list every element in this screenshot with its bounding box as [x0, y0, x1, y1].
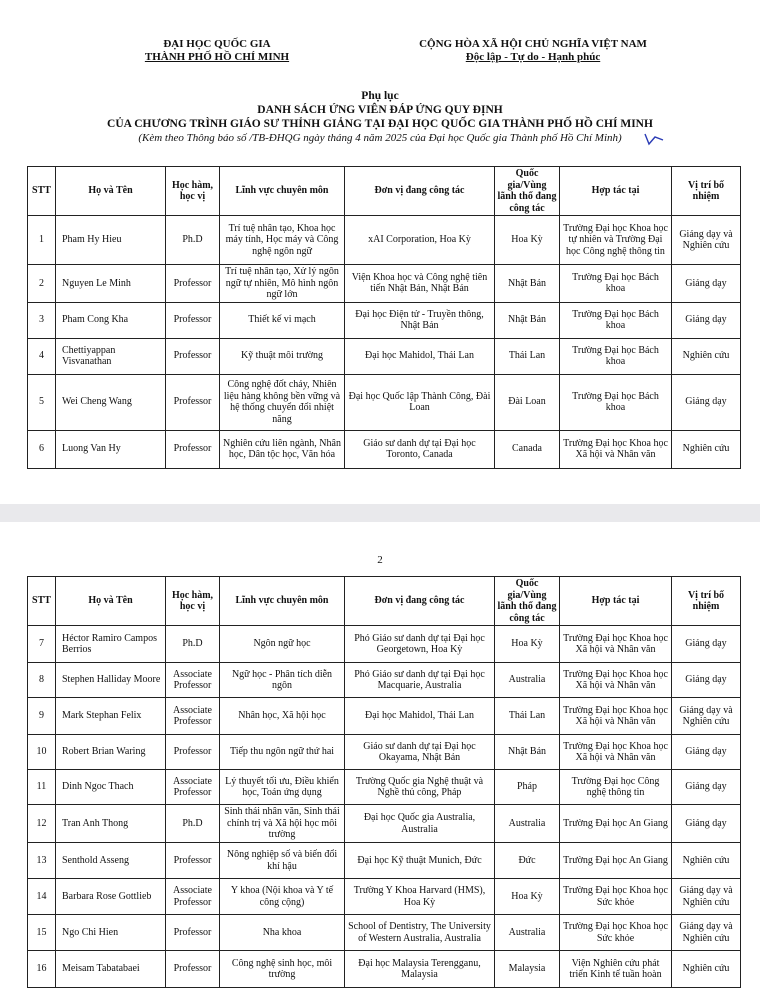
cell-stt: 16: [28, 951, 56, 988]
cell-stt: 14: [28, 879, 56, 915]
cell-title: Associate Professor: [166, 698, 220, 735]
document-page-2: [0, 522, 760, 997]
cell-name: Ngo Chi Hien: [56, 915, 166, 951]
national-header: [388, 38, 678, 64]
cell-field: Trí tuệ nhân tạo, Khoa học máy tính, Học máy và Công nghệ ngôn ngữ: [220, 216, 345, 265]
cell-partner: Trường Đại học Bách khoa: [560, 265, 672, 303]
cell-role: Giảng dạy: [672, 770, 741, 805]
ink-mark-icon: [643, 132, 665, 146]
cell-stt: 9: [28, 698, 56, 735]
cell-name: Pham Hy Hieu: [56, 216, 166, 265]
cell-affiliation: Đại học Kỹ thuật Munich, Đức: [345, 843, 495, 879]
table-row: [28, 265, 741, 303]
cell-name: Chettiyappan Visvanathan: [56, 338, 166, 374]
cell-field: Tiếp thu ngôn ngữ thứ hai: [220, 735, 345, 770]
cell-partner: Trường Đại học Khoa học Xã hội và Nhân văn: [560, 430, 672, 468]
cell-role: Giảng dạy: [672, 735, 741, 770]
cell-field: Công nghệ đốt cháy, Nhiên liệu hàng không bền vững và hệ thống chuyển đổi nhiệt năng: [220, 374, 345, 430]
cell-country: Hoa Kỳ: [495, 626, 560, 663]
cell-affiliation: Phó Giáo sư danh dự tại Đại học Macquarie, Australia: [345, 663, 495, 698]
cell-title: Professor: [166, 430, 220, 468]
cell-partner: Trường Đại học Khoa học Xã hội và Nhân văn: [560, 735, 672, 770]
table-row: [28, 951, 741, 988]
table-header: [28, 167, 741, 216]
cell-stt: 4: [28, 338, 56, 374]
issuer-header: [112, 38, 322, 64]
cell-country: Nhật Bản: [495, 735, 560, 770]
table-row: [28, 216, 741, 265]
cell-title: Professor: [166, 951, 220, 988]
cell-affiliation: Trường Quốc gia Nghệ thuật và Nghề thủ công, Pháp: [345, 770, 495, 805]
cell-affiliation: Đại học Mahidol, Thái Lan: [345, 338, 495, 374]
cell-partner: Trường Đại học Bách khoa: [560, 374, 672, 430]
table-row: [28, 735, 741, 770]
cell-affiliation: Viện Khoa học và Công nghệ tiên tiến Nhật Bản, Nhật Bản: [345, 265, 495, 303]
cell-field: Thiết kế vi mạch: [220, 302, 345, 338]
document-title-1: DANH SÁCH ỨNG VIÊN ĐÁP ỨNG QUY ĐỊNH: [257, 104, 503, 116]
cell-field: Ngôn ngữ học: [220, 626, 345, 663]
cell-country: Hoa Kỳ: [495, 216, 560, 265]
document-titles: [40, 89, 720, 145]
cell-name: Stephen Halliday Moore: [56, 663, 166, 698]
cell-stt: 7: [28, 626, 56, 663]
cell-affiliation: Giáo sư danh dự tại Đại học Okayama, Nhật Bản: [345, 735, 495, 770]
cell-stt: 2: [28, 265, 56, 303]
table-row: [28, 915, 741, 951]
table-row: [28, 338, 741, 374]
cell-partner: Trường Đại học An Giang: [560, 805, 672, 843]
table-row: [28, 770, 741, 805]
cell-affiliation: Đại học Quốc gia Australia, Australia: [345, 805, 495, 843]
cell-partner: Viện Nghiên cứu phát triển Kinh tế tuần hoàn: [560, 951, 672, 988]
cell-field: Nhân học, Xã hội học: [220, 698, 345, 735]
cell-field: Nha khoa: [220, 915, 345, 951]
cell-field: Trí tuệ nhân tạo, Xử lý ngôn ngữ tự nhiên, Mô hình ngôn ngữ lớn: [220, 265, 345, 303]
cell-country: Canada: [495, 430, 560, 468]
cell-partner: Trường Đại học An Giang: [560, 843, 672, 879]
candidate-table-page-2: [27, 576, 741, 988]
table-row: [28, 626, 741, 663]
cell-role: Giảng dạy: [672, 265, 741, 303]
cell-name: Robert Brian Waring: [56, 735, 166, 770]
cell-role: Nghiên cứu: [672, 951, 741, 988]
cell-title: Professor: [166, 338, 220, 374]
cell-role: Nghiên cứu: [672, 430, 741, 468]
column-header: Lĩnh vực chuyên môn: [220, 577, 345, 626]
cell-title: Professor: [166, 302, 220, 338]
cell-field: Nghiên cứu liên ngành, Nhân học, Dân tộc học, Văn hóa: [220, 430, 345, 468]
cell-role: Giảng dạy: [672, 805, 741, 843]
cell-title: Professor: [166, 843, 220, 879]
table-row: [28, 843, 741, 879]
cell-country: Australia: [495, 805, 560, 843]
cell-affiliation: Phó Giáo sư danh dự tại Đại học Georgetown, Hoa Kỳ: [345, 626, 495, 663]
cell-title: Ph.D: [166, 805, 220, 843]
column-header: Quốc gia/Vùng lãnh thổ đang công tác: [495, 577, 560, 626]
cell-stt: 1: [28, 216, 56, 265]
cell-title: Ph.D: [166, 216, 220, 265]
column-header: STT: [28, 167, 56, 216]
cell-country: Pháp: [495, 770, 560, 805]
cell-title: Ph.D: [166, 626, 220, 663]
cell-title: Professor: [166, 735, 220, 770]
table-row: [28, 430, 741, 468]
cell-stt: 5: [28, 374, 56, 430]
column-header: Họ và Tên: [56, 577, 166, 626]
table-row: [28, 805, 741, 843]
cell-title: Professor: [166, 265, 220, 303]
column-header: Học hàm, học vị: [166, 167, 220, 216]
cell-title: Associate Professor: [166, 663, 220, 698]
cell-name: Luong Van Hy: [56, 430, 166, 468]
cell-name: Meisam Tabatabaei: [56, 951, 166, 988]
appendix-label: Phụ lục: [361, 90, 399, 102]
cell-affiliation: Đại học Quốc lập Thành Công, Đài Loan: [345, 374, 495, 430]
table-header: [28, 577, 741, 626]
table-row: [28, 374, 741, 430]
cell-stt: 12: [28, 805, 56, 843]
cell-name: Pham Cong Kha: [56, 302, 166, 338]
table-row: [28, 879, 741, 915]
cell-role: Nghiên cứu: [672, 338, 741, 374]
cell-title: Professor: [166, 374, 220, 430]
cell-country: Australia: [495, 663, 560, 698]
cell-affiliation: Giáo sư danh dự tại Đại học Toronto, Canada: [345, 430, 495, 468]
table-row: [28, 302, 741, 338]
cell-affiliation: Đại học Mahidol, Thái Lan: [345, 698, 495, 735]
cell-affiliation: Trường Y Khoa Harvard (HMS), Hoa Kỳ: [345, 879, 495, 915]
column-header: Vị trí bố nhiệm: [672, 167, 741, 216]
cell-role: Giảng dạy và Nghiên cứu: [672, 879, 741, 915]
cell-role: Giảng dạy: [672, 663, 741, 698]
cell-partner: Trường Đại học Khoa học Xã hội và Nhân văn: [560, 698, 672, 735]
national-motto: Độc lập - Tự do - Hạnh phúc: [465, 51, 601, 63]
cell-partner: Trường Đại học Khoa học Sức khỏe: [560, 915, 672, 951]
column-header: Vị trí bố nhiệm: [672, 577, 741, 626]
cell-field: Lý thuyết tối ưu, Điều khiển học, Toán ứng dụng: [220, 770, 345, 805]
cell-name: Senthold Asseng: [56, 843, 166, 879]
cell-country: Australia: [495, 915, 560, 951]
cell-field: Công nghệ sinh học, môi trường: [220, 951, 345, 988]
cell-country: Nhật Bản: [495, 302, 560, 338]
cell-partner: Trường Đại học Khoa học tự nhiên và Trường Đại học Công nghệ thông tin: [560, 216, 672, 265]
cell-title: Associate Professor: [166, 879, 220, 915]
cell-name: Wei Cheng Wang: [56, 374, 166, 430]
candidate-table-page-1: [27, 166, 741, 469]
cell-name: Mark Stephan Felix: [56, 698, 166, 735]
column-header: Đơn vị đang công tác: [345, 167, 495, 216]
cell-affiliation: Đại học Điện tử - Truyền thông, Nhật Bản: [345, 302, 495, 338]
cell-role: Giảng dạy và Nghiên cứu: [672, 698, 741, 735]
issuer-line-1: ĐẠI HỌC QUỐC GIA: [163, 38, 271, 50]
column-header: Đơn vị đang công tác: [345, 577, 495, 626]
cell-partner: Trường Đại học Khoa học Xã hội và Nhân văn: [560, 663, 672, 698]
cell-affiliation: Đại học Malaysia Terengganu, Malaysia: [345, 951, 495, 988]
column-header: Lĩnh vực chuyên môn: [220, 167, 345, 216]
cell-stt: 10: [28, 735, 56, 770]
cell-field: Kỹ thuật môi trường: [220, 338, 345, 374]
document-title-2: CỦA CHƯƠNG TRÌNH GIÁO SƯ THỈNH GIẢNG TẠI ĐẠI HỌC QUỐC GIA THÀNH PHỐ HỒ CHÍ MINH: [107, 118, 653, 130]
column-header: Học hàm, học vị: [166, 577, 220, 626]
cell-name: Héctor Ramiro Campos Berrios: [56, 626, 166, 663]
cell-country: Thái Lan: [495, 698, 560, 735]
cell-country: Đài Loan: [495, 374, 560, 430]
cell-stt: 15: [28, 915, 56, 951]
cell-role: Nghiên cứu: [672, 843, 741, 879]
cell-role: Giảng dạy và Nghiên cứu: [672, 915, 741, 951]
cell-stt: 6: [28, 430, 56, 468]
column-header: Họ và Tên: [56, 167, 166, 216]
cell-field: Nông nghiệp số và biến đổi khí hậu: [220, 843, 345, 879]
cell-name: Dinh Ngoc Thach: [56, 770, 166, 805]
table-row: [28, 663, 741, 698]
cell-role: Giảng dạy và Nghiên cứu: [672, 216, 741, 265]
cell-role: Giảng dạy: [672, 374, 741, 430]
column-header: STT: [28, 577, 56, 626]
column-header: Hợp tác tại: [560, 577, 672, 626]
cell-affiliation: School of Dentistry, The University of Western Australia, Australia: [345, 915, 495, 951]
cell-name: Tran Anh Thong: [56, 805, 166, 843]
cell-partner: Trường Đại học Bách khoa: [560, 338, 672, 374]
cell-country: Malaysia: [495, 951, 560, 988]
cell-country: Hoa Kỳ: [495, 879, 560, 915]
column-header: Hợp tác tại: [560, 167, 672, 216]
page-number: 2: [377, 554, 383, 566]
cell-role: Giảng dạy: [672, 302, 741, 338]
cell-stt: 8: [28, 663, 56, 698]
cell-role: Giảng dạy: [672, 626, 741, 663]
cell-country: Đức: [495, 843, 560, 879]
issuer-line-2: THÀNH PHỐ HỒ CHÍ MINH: [144, 51, 290, 63]
cell-field: Sinh thái nhân văn, Sinh thái chính trị và Xã hội học môi trường: [220, 805, 345, 843]
document-note: (Kèm theo Thông báo số /TB-ĐHQG ngày tháng 4 năm 2025 của Đại học Quốc gia Thành phố Hồ Chí Minh): [138, 132, 622, 144]
cell-country: Thái Lan: [495, 338, 560, 374]
cell-field: Y khoa (Nội khoa và Y tế công cộng): [220, 879, 345, 915]
cell-partner: Trường Đại học Bách khoa: [560, 302, 672, 338]
cell-name: Nguyen Le Minh: [56, 265, 166, 303]
cell-partner: Trường Đại học Công nghệ thông tin: [560, 770, 672, 805]
cell-stt: 3: [28, 302, 56, 338]
cell-affiliation: xAI Corporation, Hoa Kỳ: [345, 216, 495, 265]
cell-name: Barbara Rose Gottlieb: [56, 879, 166, 915]
cell-title: Professor: [166, 915, 220, 951]
cell-partner: Trường Đại học Khoa học Sức khỏe: [560, 879, 672, 915]
cell-partner: Trường Đại học Khoa học Xã hội và Nhân văn: [560, 626, 672, 663]
national-title: CỘNG HÒA XÃ HỘI CHỦ NGHĨA VIỆT NAM: [419, 38, 647, 50]
cell-title: Associate Professor: [166, 770, 220, 805]
cell-stt: 11: [28, 770, 56, 805]
column-header: Quốc gia/Vùng lãnh thổ đang công tác: [495, 167, 560, 216]
table-row: [28, 698, 741, 735]
cell-country: Nhật Bản: [495, 265, 560, 303]
cell-field: Ngữ học - Phân tích diễn ngôn: [220, 663, 345, 698]
cell-stt: 13: [28, 843, 56, 879]
